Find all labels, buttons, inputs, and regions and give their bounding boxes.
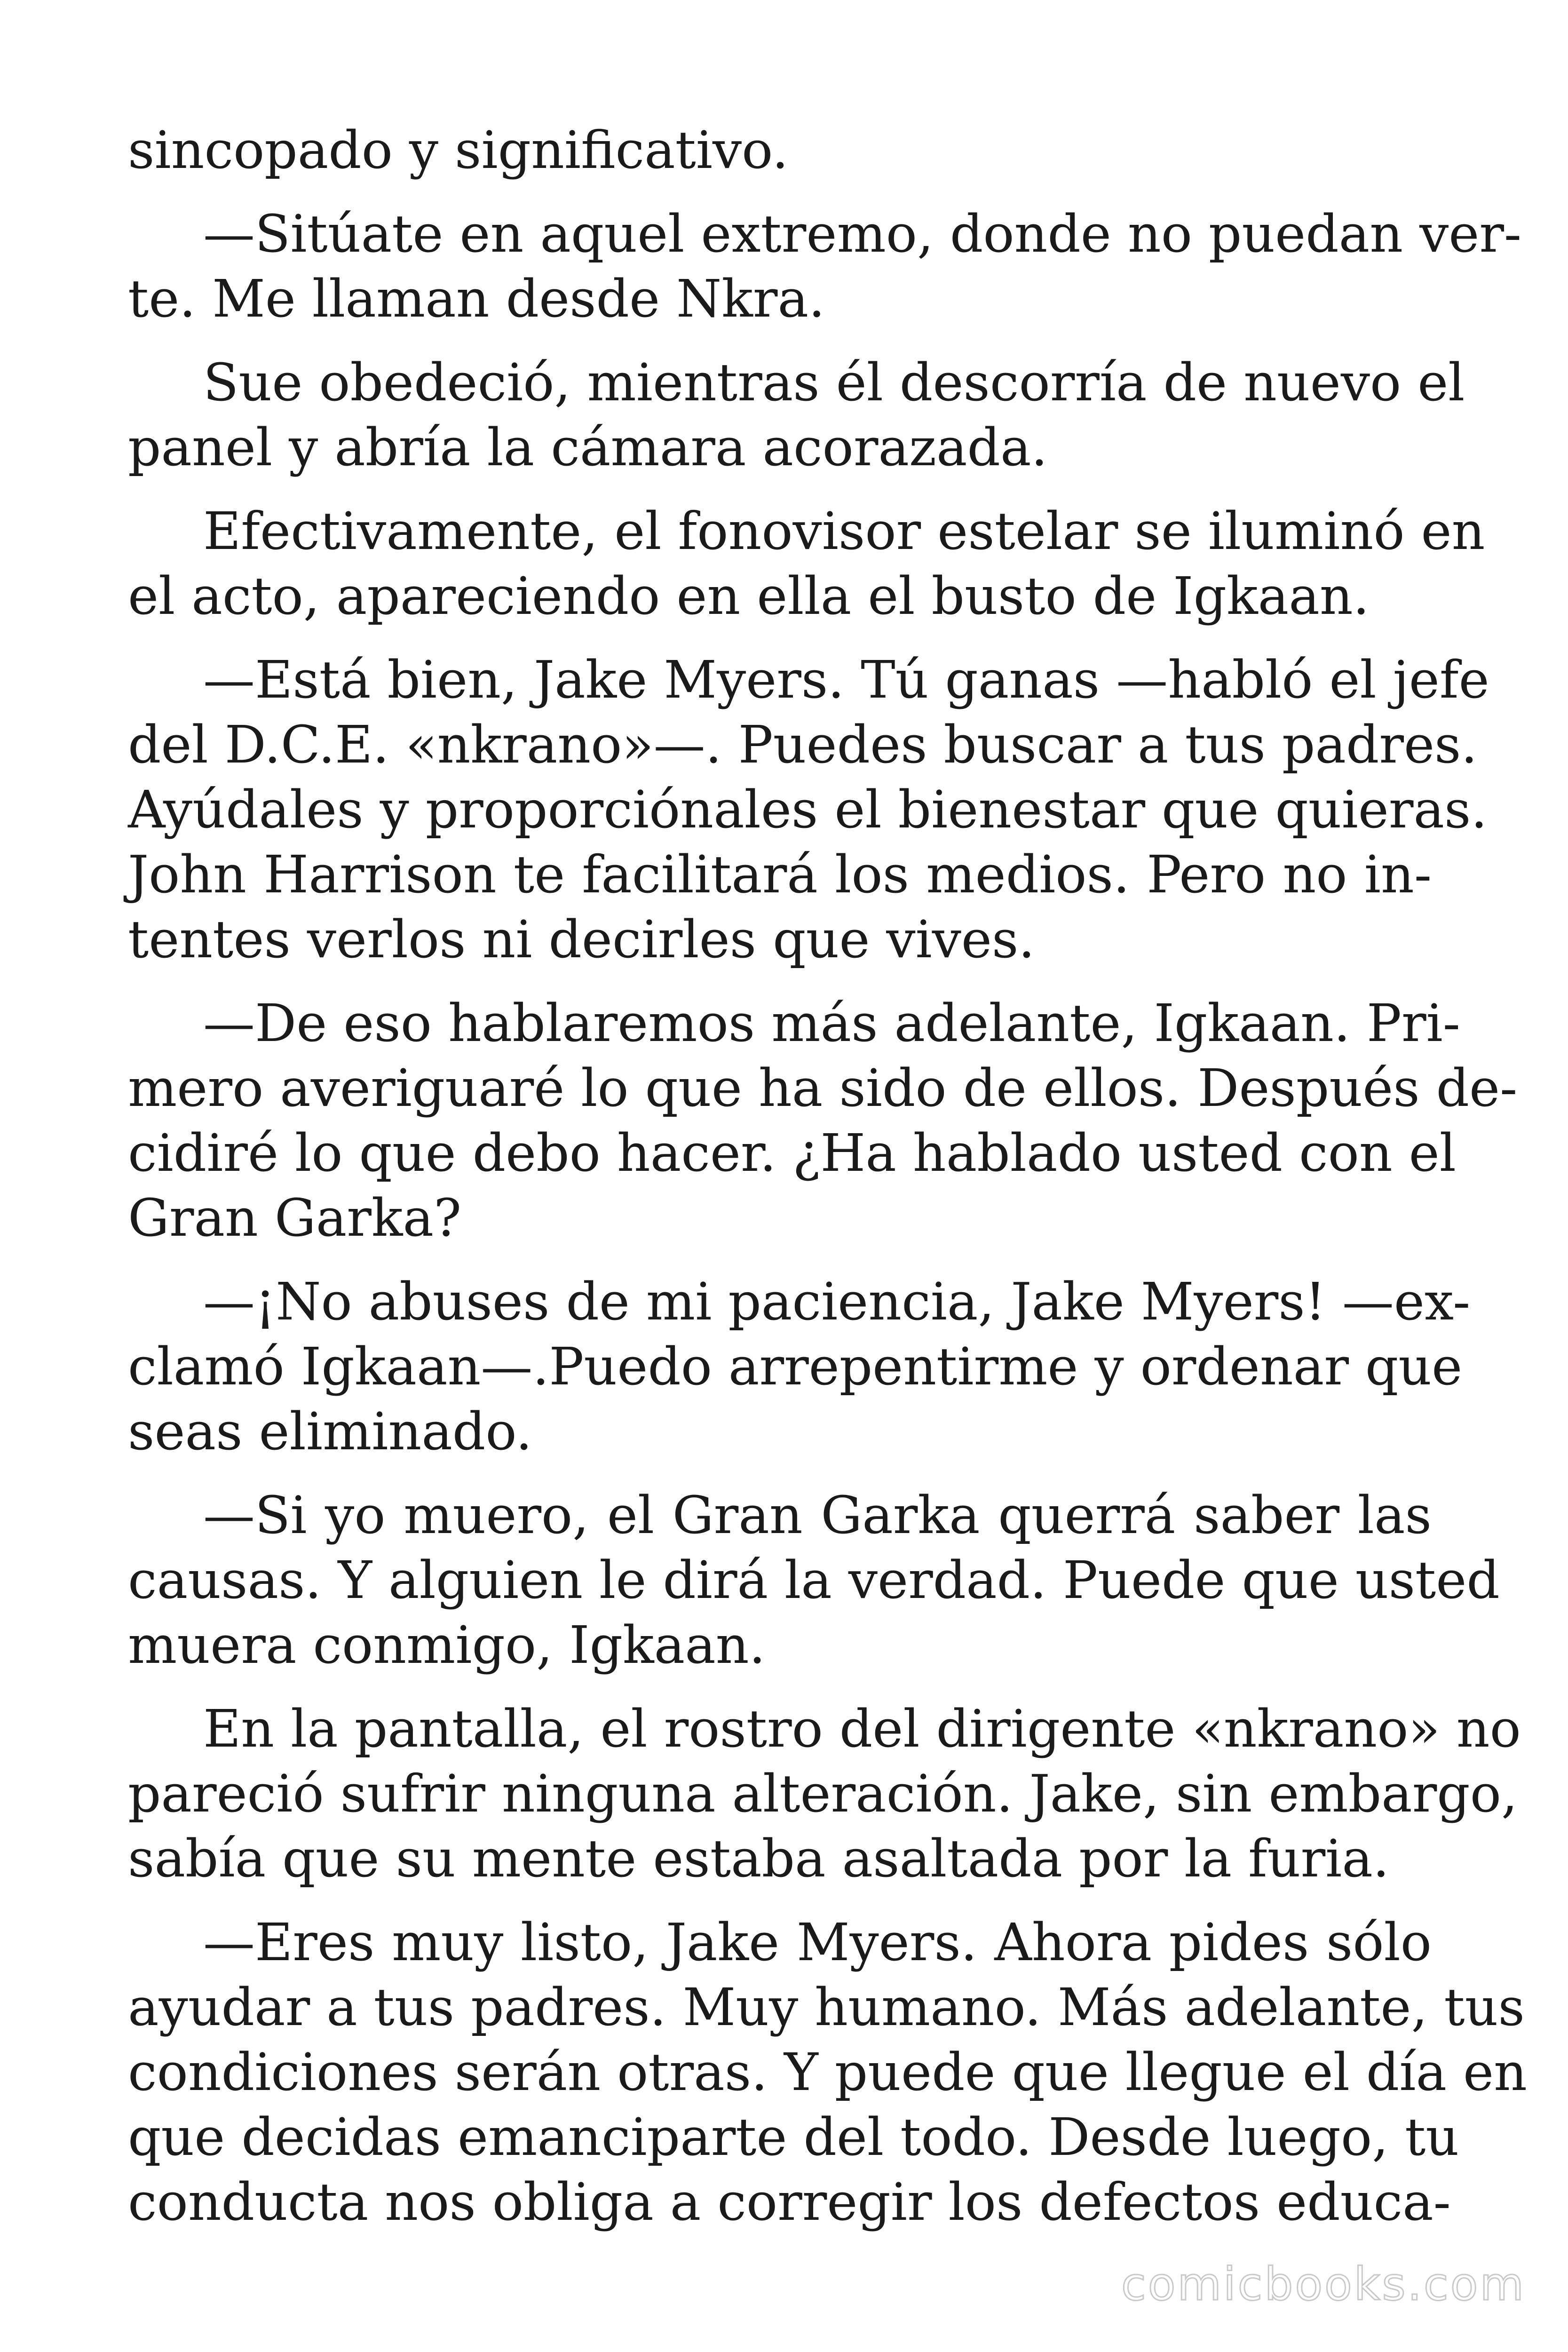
paragraph <box>128 201 1522 331</box>
text-line: pareció sufrir ninguna alteración. Jake, sin embargo, <box>128 1764 1518 1824</box>
text-line: —Si yo muero, el Gran Garka querrá saber las <box>203 1485 1432 1545</box>
text-line: Ayúdales y proporciónales el bienestar que quieras. <box>128 779 1488 840</box>
text-line: —Está bien, Jake Myers. Tú ganas —habló el jefe <box>203 650 1489 710</box>
text-line: condiciones serán otras. Y puede que llegue el día en <box>128 2042 1527 2102</box>
text-line: que decidas emanciparte del todo. Desde luego, tu <box>128 2107 1459 2167</box>
text-line: clamó Igkaan—.Puedo arrepentirme y ordenar que <box>128 1336 1463 1397</box>
text-line: muera conmigo, Igkaan. <box>128 1615 766 1675</box>
text-line: mero averiguaré lo que ha sido de ellos. Después de- <box>128 1058 1518 1118</box>
book-page <box>128 118 1527 2253</box>
text-line: Gran Garka? <box>128 1188 462 1248</box>
body-text <box>128 118 1527 2234</box>
text-line: te. Me llaman desde Nkra. <box>128 269 825 329</box>
text-line: sincopado y significativo. <box>128 120 789 180</box>
paragraph <box>128 350 1465 480</box>
paragraph <box>128 1910 1527 2234</box>
text-line: conducta nos obliga a corregir los defectos educa- <box>128 2172 1451 2232</box>
text-line: sabía que su mente estaba asaltada por la furia. <box>128 1828 1389 1889</box>
paragraph <box>128 647 1489 972</box>
paragraph <box>128 1696 1521 1891</box>
text-line: En la pantalla, el rostro del dirigente «nkrano» no <box>203 1699 1521 1759</box>
text-line: el acto, apareciendo en ella el busto de Igkaan. <box>128 566 1370 626</box>
text-line: causas. Y alguien le dirá la verdad. Puede que usted <box>128 1550 1500 1610</box>
text-line: —De eso hablaremos más adelante, Igkaan. Pri- <box>203 993 1460 1053</box>
text-line: del D.C.E. «nkrano»—. Puedes buscar a tus padres. <box>128 715 1478 775</box>
text-line: Sue obedeció, mientras él descorría de nuevo el <box>203 352 1465 413</box>
paragraph <box>128 118 1432 183</box>
paragraph <box>128 991 1518 1250</box>
text-line: Efectivamente, el fonovisor estelar se iluminó en <box>203 501 1485 561</box>
text-line: tentes verlos ni decirles que vives. <box>128 909 1035 969</box>
text-line: John Harrison te facilitará los medios. Pero no in- <box>128 844 1432 905</box>
text-line: —Eres muy listo, Jake Myers. Ahora pides sólo <box>203 1912 1432 1972</box>
text-line: —Sitúate en aquel extremo, donde no puedan ver- <box>203 204 1522 264</box>
text-line: panel y abría la cámara acorazada. <box>128 417 1048 477</box>
text-line: ayudar a tus padres. Muy humano. Más adelante, tus <box>128 1977 1525 2037</box>
paragraph <box>128 499 1485 628</box>
text-line: seas eliminado. <box>128 1401 532 1462</box>
text-line: —¡No abuses de mi paciencia, Jake Myers! —ex- <box>203 1271 1471 1332</box>
paragraph <box>128 1269 1471 1464</box>
paragraph <box>128 1483 1500 1677</box>
watermark: comicbooks.com <box>1121 2258 1526 2311</box>
text-line: cidiré lo que debo hacer. ¿Ha hablado usted con el <box>128 1123 1456 1183</box>
